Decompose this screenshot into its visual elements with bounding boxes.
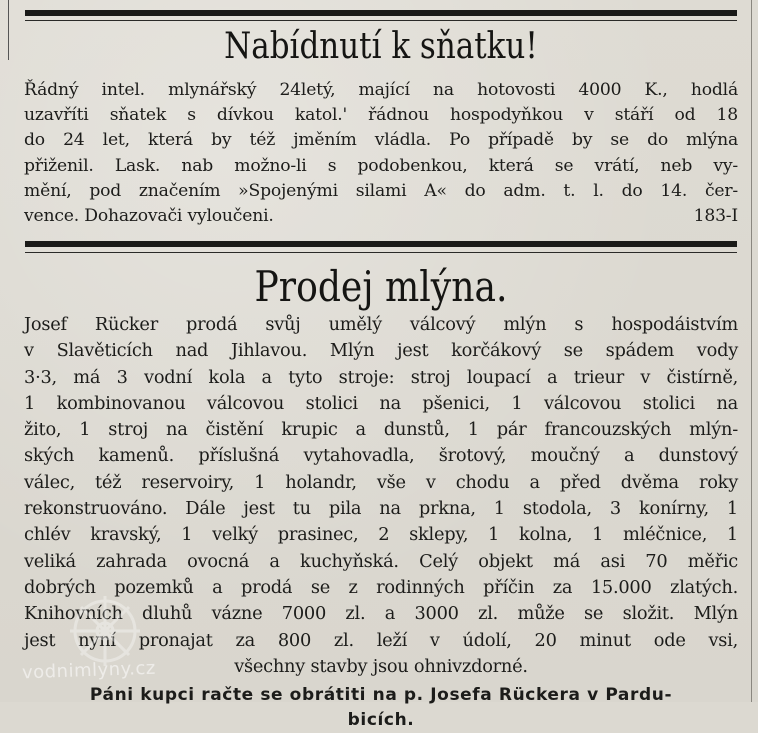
marriage-ad (24, 22, 738, 229)
page-edge-line (751, 0, 752, 702)
text-line: žito, 1 stroj na čistění krupic a dunstů, 1 pár francouzských mlýn- (24, 419, 738, 441)
text-line: rekonstruováno. Dále jest tu pila na prkna, 1 stodola, 3 konírny, 1 (24, 498, 738, 520)
middle-divider (25, 241, 737, 247)
mill-sale-ad-title: Prodej mlýna. (254, 262, 508, 311)
text-line: přiženil. Lask. nab možno-li s podobenkou, která se vrátí, neb vy- (24, 155, 738, 176)
text-line: 1 kombinovanou válcovou stolici na pšenici, 1 válcovou stolici na (24, 392, 738, 414)
text-line: veliká zahrada ovocná a kuchyňská. Celý objekt má asi 70 měřic (24, 550, 738, 572)
marriage-ad-title: Nabídnutí k sňatku! (224, 26, 538, 67)
text-line-last: všechny stavby jsou ohnivzdorné. (234, 655, 528, 677)
site-watermark: vodnimlyny.cz (21, 657, 157, 684)
text-line: chlév kravský, 1 velký prasinec, 2 sklepy, 1 kolna, 1 mléčnice, 1 (24, 524, 738, 546)
text-line: dobrých pozemků a prodá se z rodinných příčin za 15.000 zlatých. (24, 576, 738, 598)
page-edge-line (8, 0, 9, 60)
contact-line: Páni kupci račte se obrátiti na p. Josefa Rückera v Pardu- (89, 685, 673, 706)
text-line: do 24 let, která by též jměním vládla. Po případě by se do mlýna (24, 130, 738, 151)
text-line-last (24, 204, 738, 229)
text-line: 3·3, má 3 vodní kola a tyto stroje: stroj loupací a trieur v čistírně, (24, 366, 738, 388)
text-line: ských kamenů. příslušná vytahovadla, šrotový, moučný a dunstový (24, 445, 738, 467)
ad-code: 183-I (693, 206, 738, 227)
middle-divider-thin (25, 252, 737, 253)
marriage-ad-body (24, 78, 738, 229)
contact-line: bicích. (347, 710, 415, 731)
mill-sale-contact (24, 683, 738, 733)
text-line: uzavříti sňatek s dívkou katol.' řádnou hospodyňkou v stáří od 18 (24, 105, 738, 126)
marriage-ad-closing: vence. Dohazovači vyloučeni. (24, 206, 274, 227)
top-divider-thin (25, 20, 737, 21)
text-line: Řádný intel. mlynářský 24letý, mající na hotovosti 4000 K., hodlá (24, 80, 738, 100)
top-divider (25, 10, 737, 16)
text-line: jest nyní pronajat za 800 zl. leží v údolí, 20 minut ode vsi, (24, 629, 738, 651)
text-line: Josef Rücker prodá svůj umělý válcový mlýn s hospodáistvím (24, 314, 738, 335)
text-line: v Slavěticích nad Jihlavou. Mlýn jest korčákový se spádem vody (24, 340, 738, 362)
text-line: válec, též reservoiry, 1 holandr, vše v chodu a před dvěma roky (24, 471, 738, 493)
text-line: mění, pod značením »Spojenými silami A« do adm. t. l. do 14. čer- (24, 180, 738, 201)
text-line: Knihovních dluhů vázne 7000 zl. a 3000 zl. může se složit. Mlýn (24, 603, 738, 625)
